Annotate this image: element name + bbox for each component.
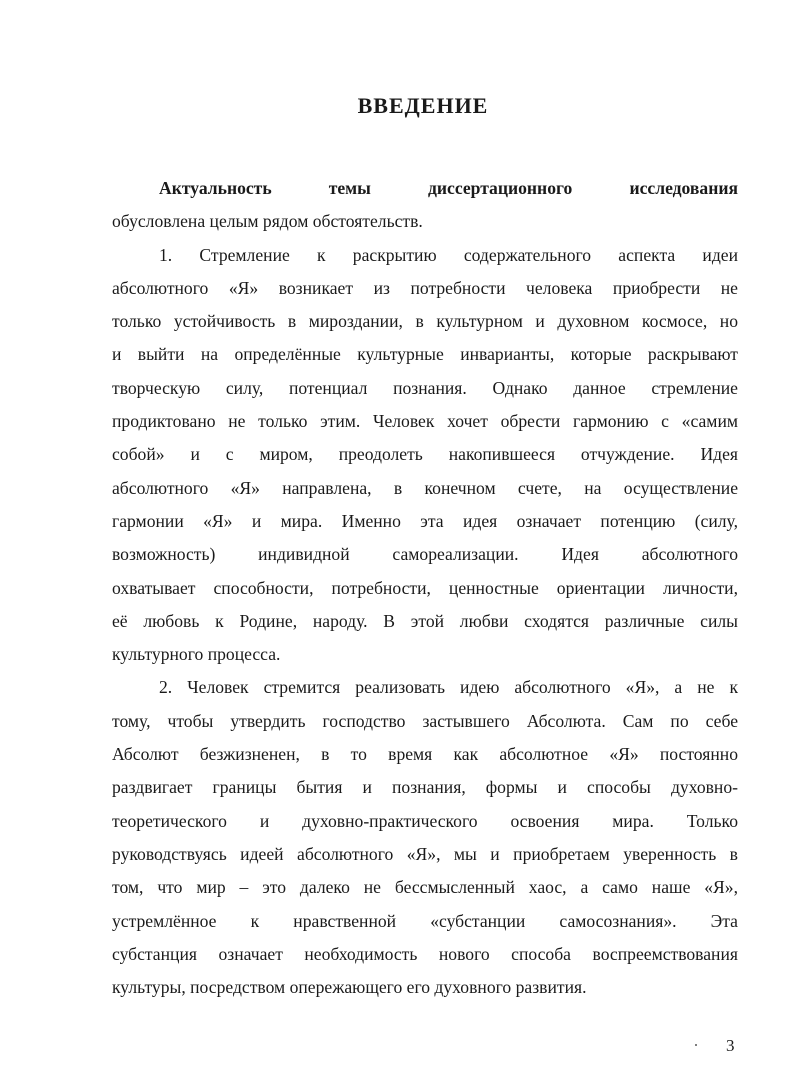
body-text — [112, 172, 738, 1004]
paragraph-2-line: охватывает способности, потребности, ценностные ориентации личности, — [112, 577, 738, 598]
paragraph-3-line: субстанция означает необходимость нового способа воспреемствования — [112, 943, 738, 964]
paragraph-2-line: собой» и с миром, преодолеть накопившееся отчуждение. Идея — [112, 444, 738, 465]
paragraph-2-line: её любовь к Родине, народу. В этой любви сходятся различные силы — [112, 610, 738, 631]
paragraph-2-line: возможность) индивидной самореализации. Идея абсолютного — [112, 544, 738, 565]
paragraph-2-line: культурного процесса. — [112, 644, 281, 665]
bold-word: темы — [328, 178, 371, 198]
paragraph-3-line: устремлённое к нравственной «субстанции самосознания». Эта — [112, 910, 738, 931]
paragraph-2-line: абсолютного «Я» возникает из потребности человека приобрести не — [112, 277, 738, 298]
paragraph-2-line: только устойчивость в мироздании, в культурном и духовном космосе, но — [112, 311, 738, 332]
bold-word: диссертационного — [427, 178, 573, 198]
paragraph-3-line: раздвигает границы бытия и познания, формы и способы духовно- — [112, 777, 738, 798]
paragraph-3-line: Абсолют безжизненен, в то время как абсолютное «Я» постоянно — [112, 744, 738, 765]
page-title: ВВЕДЕНИЕ — [357, 93, 489, 118]
bold-word: Актуальность — [159, 178, 272, 198]
paragraph-3-line: 2. Человек стремится реализовать идею абсолютного «Я», а не к — [159, 677, 738, 698]
paragraph-3-line: тому, чтобы утвердить господство застывшего Абсолюта. Сам по себе — [112, 710, 738, 731]
paragraph-3-line: том, что мир – это далеко не бессмысленный хаос, а само наше «Я», — [112, 877, 738, 898]
paragraph-1-line-1 — [112, 172, 738, 205]
paragraph-2-line: абсолютного «Я» направлена, в конечном счете, на осуществление — [112, 477, 738, 498]
paragraph-2-line: гармонии «Я» и мира. Именно эта идея означает потенцию (силу, — [112, 510, 738, 531]
paragraph-2-line: 1. Стремление к раскрытию содержательного аспекта идеи — [159, 244, 738, 265]
paragraph-2-line: и выйти на определённые культурные инварианты, которые раскрывают — [112, 344, 738, 365]
paragraph-2-line: продиктовано не только этим. Человек хочет обрести гармонию с «самим — [112, 411, 738, 432]
scan-speck — [695, 1044, 697, 1046]
paragraph-3-line: руководствуясь идеей абсолютного «Я», мы и приобретаем уверенность в — [112, 843, 738, 864]
bold-word: исследования — [629, 178, 738, 198]
paragraph-1-line-2: обусловлена целым рядом обстоятельств. — [112, 211, 423, 232]
paragraph-2-line: творческую силу, потенциал познания. Однако данное стремление — [112, 377, 738, 398]
paragraph-3-line: культуры, посредством опережающего его духовного развития. — [112, 977, 587, 998]
page-number: 3 — [726, 1036, 735, 1055]
paragraph-3-line: теоретического и духовно-практического освоения мира. Только — [112, 810, 738, 831]
